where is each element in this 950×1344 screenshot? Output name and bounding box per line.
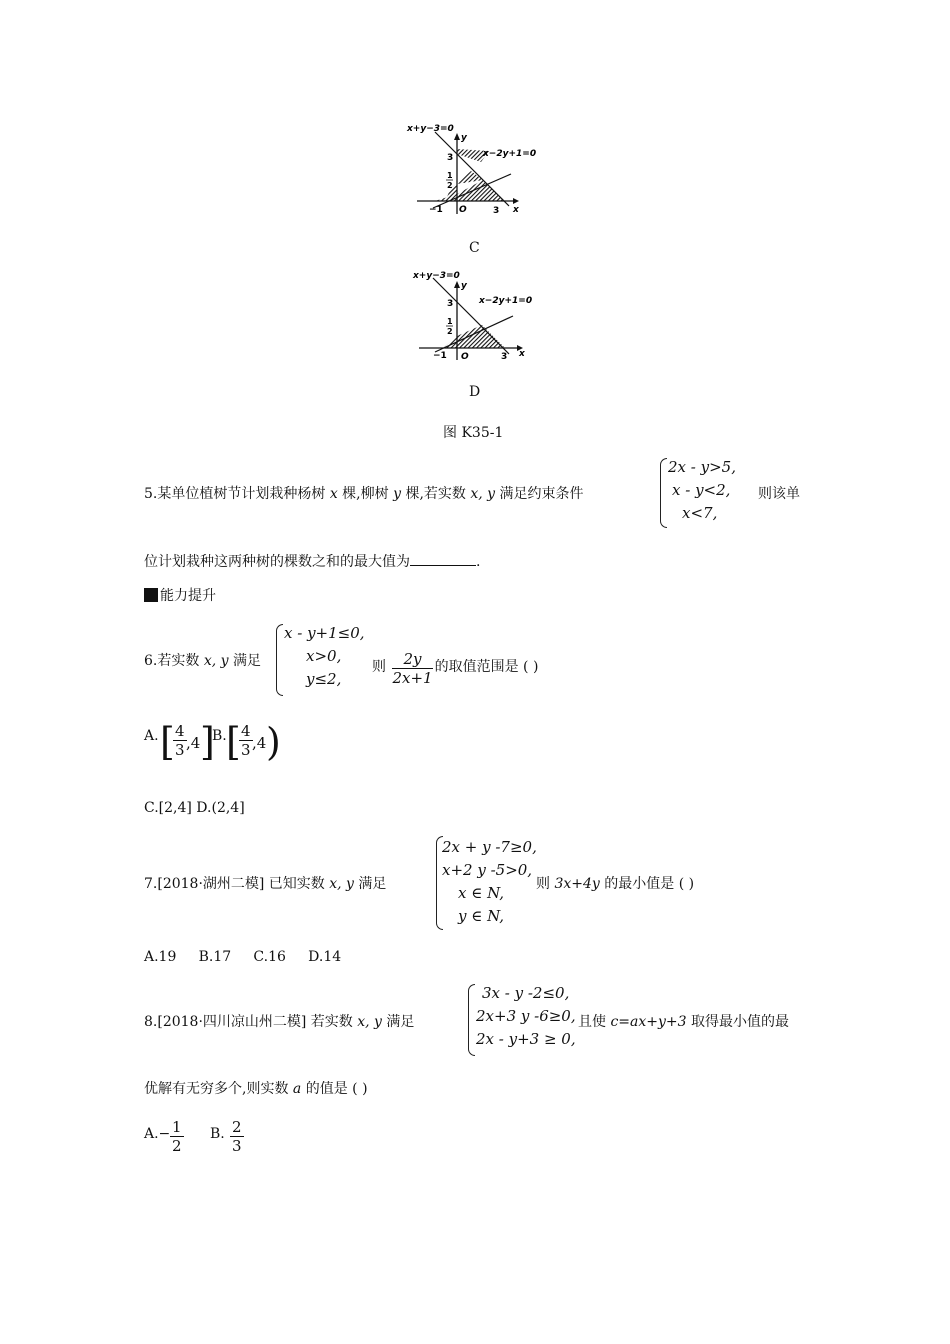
label-line2: x−2y+1=0 [483,149,537,159]
q6-lead: 6.若实数 x, y 满足 [144,653,261,669]
label-x: x [519,349,525,359]
label-x: x [513,205,519,215]
q8-line2: 优解有无穷多个,则实数 a 的值是 ( ) [144,1081,368,1097]
tick-x3: 3 [493,206,500,216]
tick-half-num: 1 [447,317,453,326]
q5-brace [660,458,667,528]
origin: O [461,352,469,362]
tick-neg1: −1 [433,351,447,361]
caption-c: C [469,240,480,256]
q6-then: 则 $\frac{2y}{2x+1}$ 的取值范围是 ( ) [372,650,539,687]
origin: O [459,205,467,215]
label-line1: x+y−3=0 [413,271,460,281]
label-y: y [461,133,467,143]
tick-neg1: −1 [429,205,443,215]
q8-brace [468,984,475,1056]
label-line1: x+y−3=0 [407,124,454,134]
option-a-fraction: $\frac{4}{3}$ [175,722,185,759]
label-line2: x−2y+1=0 [479,296,533,306]
tick-half-num: 1 [447,171,453,180]
q5-line1: 5.某单位植树节计划栽种杨树 x 棵,柳树 y 棵,若实数 x, y 满足约束条件 [144,486,584,502]
q7-options[interactable]: A.19 B.17 C.16 D.14 [144,949,342,965]
tick-y3: 3 [447,299,454,309]
q5-line2: 位计划栽种这两种树的棵数之和的最大值为 . [144,554,481,570]
figure-group-caption: 图 K35-1 [443,425,504,441]
option-b-fraction: $\frac{4}{3}$ [241,722,251,759]
figure-d [405,266,545,366]
option-b-fraction: $\frac{2}{3}$ [232,1118,242,1155]
shaded-region-lower [435,180,505,201]
y-axis-arrow [454,281,460,288]
tick-x3: 3 [501,352,508,362]
section-heading: 能力提升 [144,585,216,605]
square-bullet-icon [144,588,158,602]
q7-system: 2x + y -7≥0, x+2 y -5>0, x ∈ N, y ∈ N, [442,838,537,925]
option-a[interactable]: A. [144,728,159,744]
q5-tail: 则该单 [758,486,800,502]
option-a[interactable]: A.− [144,1126,171,1142]
bracket-left-a: [ [160,720,175,764]
label-y: y [461,281,467,291]
y-axis-arrow [454,133,460,140]
option-a-fraction: $\frac{1}{2}$ [172,1118,182,1155]
tick-half-den: 2 [447,181,453,190]
q5-system: 2x - y>5, x - y<2, x<7, [668,458,736,522]
q6-brace [276,624,283,696]
q8-system: 3x - y -2≤0, 2x+3 y -6≥0, 2x - y+3 ≥ 0, [476,984,576,1048]
option-b[interactable]: B. [212,728,227,744]
caption-d: D [469,384,481,400]
tick-half-den: 2 [447,327,453,336]
q8-tail: 且使 c=ax+y+3 取得最小值的最 [578,1014,789,1030]
x-axis-arrow [513,198,519,204]
q7-tail: 则 3x+4y 的最小值是 ( ) [536,876,695,892]
q6-options-cd[interactable]: C.[2,4] D.(2,4] [144,800,245,816]
answer-blank[interactable] [410,565,476,566]
tick-y3: 3 [447,153,454,163]
q7-lead: 7.[2018·湖州二模] 已知实数 x, y 满足 [144,876,387,892]
q8-lead: 8.[2018·四川凉山州二模] 若实数 x, y 满足 [144,1014,415,1030]
q6-fraction: $\frac{2y}{2x+1}$ [392,650,433,687]
figure-c [405,118,545,218]
q6-system: x - y+1≤0, x>0, y≤2, [284,624,365,688]
option-b[interactable]: B. [210,1126,225,1142]
